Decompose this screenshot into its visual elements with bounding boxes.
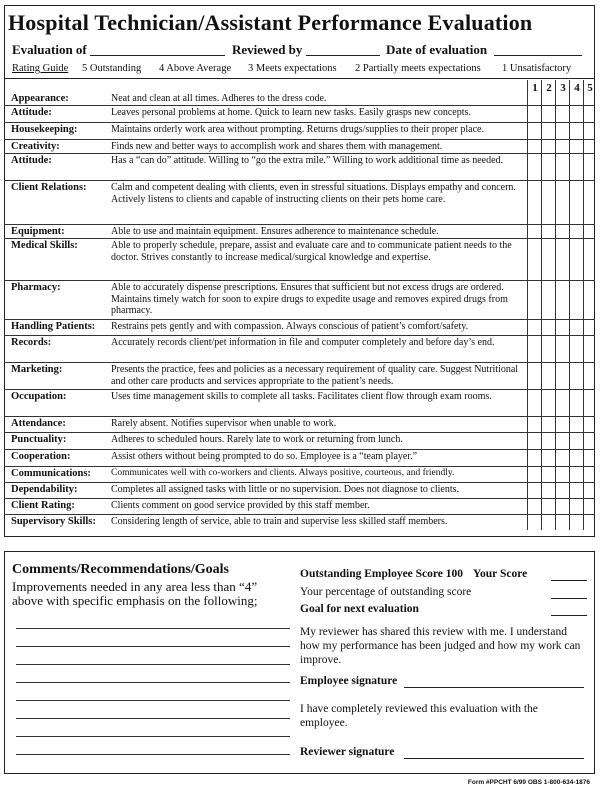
criteria-description: Neat and clean at all times. Adheres to the dress code. — [111, 93, 327, 104]
your-score-field[interactable] — [551, 580, 587, 581]
criteria-category: Appearance: — [11, 93, 69, 104]
criteria-row[interactable] — [4, 320, 595, 336]
criteria-description: Rarely absent. Notifies supervisor when unable to work. — [111, 418, 337, 429]
rating-guide-item: 5 Outstanding — [82, 63, 142, 74]
rating-column-header: 1 — [532, 82, 538, 94]
evaluation-of-field[interactable] — [90, 55, 225, 56]
comments-instructions: Improvements needed in any area less than “4” above with specific emphasis on the following; — [12, 579, 258, 608]
criteria-row[interactable] — [4, 225, 595, 239]
criteria-category: Supervisory Skills: — [11, 516, 96, 527]
criteria-category: Cooperation: — [11, 451, 71, 462]
criteria-category: Medical Skills: — [11, 240, 78, 251]
criteria-description: Leaves personal problems at home. Quick to learn new tasks. Easily grasps new concepts. — [111, 107, 471, 118]
criteria-description: Clients comment on good service provided by this staff member. — [111, 500, 370, 511]
comment-line[interactable] — [16, 700, 290, 701]
criteria-category: Attitude: — [11, 155, 52, 166]
criteria-row[interactable] — [4, 140, 595, 154]
comments-title: Comments/Recommendations/Goals — [12, 562, 229, 577]
criteria-row[interactable] — [4, 106, 595, 123]
criteria-category: Handling Patients: — [11, 321, 96, 332]
employee-signature-field[interactable] — [404, 687, 584, 688]
date-of-evaluation-label: Date of evaluation — [386, 42, 488, 57]
criteria-row[interactable] — [4, 483, 595, 499]
criteria-category: Occupation: — [11, 391, 67, 402]
criteria-description: Has a “can do” attitude. Willing to “go the extra mile.” Willing to work additional time as needed. — [111, 155, 504, 166]
rating-column-header: 3 — [560, 82, 566, 94]
rating-guide-item: 1 Unsatisfactory — [502, 63, 572, 74]
criteria-description: Able to accurately dispense prescriptions. Ensures that sufficient but not excess drugs are ordered. Maintains timely watch for soon to expire drugs to expedite usage and removes expired drugs from pharmacy. — [111, 282, 508, 316]
reviewed-by-field[interactable] — [306, 55, 380, 56]
criteria-row[interactable] — [4, 181, 595, 225]
criteria-row[interactable] — [4, 92, 595, 106]
criteria-category: Dependability: — [11, 484, 78, 495]
reviewer-signature-field[interactable] — [404, 758, 584, 759]
criteria-category: Pharmacy: — [11, 282, 61, 293]
criteria-category: Client Rating: — [11, 500, 75, 511]
employee-acknowledgement: My reviewer has shared this review with me. I understand how my performance has been judged and how my work can improve. — [300, 626, 581, 666]
rating-guide-item: 2 Partially meets expectations — [355, 63, 481, 74]
criteria-row[interactable] — [4, 499, 595, 515]
criteria-category: Attitude: — [11, 107, 52, 118]
rating-column-header: 5 — [587, 82, 593, 94]
comment-line[interactable] — [16, 646, 290, 647]
rating-guide-label: Rating Guide — [12, 63, 69, 74]
criteria-description: Completes all assigned tasks with little or no supervision. Does not diagnose to clients. — [111, 484, 460, 495]
comment-line[interactable] — [16, 664, 290, 665]
criteria-description: Calm and competent dealing with clients, even in stressful situations. Displays empathy and concern. Actively listens to clients and capable of instructing clients on their pets home care. — [111, 182, 516, 205]
rating-column-header: 4 — [574, 82, 580, 94]
criteria-category: Punctuality: — [11, 434, 67, 445]
criteria-category: Records: — [11, 337, 52, 348]
criteria-row[interactable] — [4, 239, 595, 281]
criteria-row[interactable] — [4, 336, 595, 363]
criteria-category: Equipment: — [11, 226, 65, 237]
goal-field[interactable] — [551, 615, 587, 616]
date-of-evaluation-field[interactable] — [494, 55, 582, 56]
comment-line[interactable] — [16, 736, 290, 737]
criteria-row[interactable] — [4, 154, 595, 181]
criteria-row[interactable] — [4, 390, 595, 417]
header-divider — [4, 78, 595, 79]
comment-line[interactable] — [16, 682, 290, 683]
criteria-description: Finds new and better ways to accomplish work and shares them with management. — [111, 141, 443, 152]
rating-column-header: 2 — [546, 82, 552, 94]
your-score-label: Your Score — [473, 568, 528, 580]
criteria-row[interactable] — [4, 281, 595, 320]
criteria-row[interactable] — [4, 433, 595, 450]
rating-guide-item: 3 Meets expectations — [248, 63, 337, 74]
criteria-description: Uses time management skills to complete all tasks. Facilitates client flow through exam rooms. — [111, 391, 492, 402]
evaluation-of-label: Evaluation of — [12, 42, 87, 57]
criteria-row[interactable] — [4, 123, 595, 140]
criteria-description: Adheres to scheduled hours. Rarely late to work or returning from lunch. — [111, 434, 403, 445]
criteria-description: Restrains pets gently and with compassion. Always conscious of patient’s comfort/safety. — [111, 321, 469, 332]
form-number: Form #PPCHT 6/99 OBS 1-800-634-1876 — [467, 779, 590, 786]
criteria-category: Communications: — [11, 468, 91, 479]
criteria-description: Able to use and maintain equipment. Ensures adherence to maintenance schedule. — [111, 226, 439, 237]
outstanding-score-label: Outstanding Employee Score 100 — [300, 568, 464, 580]
criteria-description: Presents the practice, fees and policies as a necessary requirement of quality care. Suggest Nutritional and other care products and services appropriate to the patient’s needs. — [111, 364, 519, 387]
employee-signature-label: Employee signature — [300, 675, 398, 687]
comment-line[interactable] — [16, 718, 290, 719]
reviewed-by-label: Reviewed by — [232, 42, 303, 57]
criteria-row[interactable] — [4, 515, 595, 530]
criteria-row[interactable] — [4, 467, 595, 483]
reviewer-signature-label: Reviewer signature — [300, 746, 395, 758]
criteria-description: Considering length of service, able to train and supervise less skilled staff members. — [111, 516, 448, 527]
comment-line[interactable] — [16, 754, 290, 755]
comment-line[interactable] — [16, 628, 290, 629]
form-title: Hospital Technician/Assistant Performance Evaluation — [8, 10, 533, 35]
criteria-row[interactable] — [4, 417, 595, 433]
criteria-category: Marketing: — [11, 364, 63, 375]
criteria-description: Assist others without being prompted to do so. Employee is a “team player.” — [111, 451, 418, 462]
criteria-description: Maintains orderly work area without prompting. Returns drugs/supplies to their proper place. — [111, 124, 484, 135]
criteria-row[interactable] — [4, 363, 595, 390]
criteria-description: Able to properly schedule, prepare, assist and evaluate care and to communicate patient needs to the doctor. Strives constantly to increase medical/surgical knowledge and expertise. — [111, 240, 512, 263]
criteria-row[interactable] — [4, 450, 595, 467]
rating-guide-item: 4 Above Average — [159, 63, 232, 74]
criteria-category: Client Relations: — [11, 182, 87, 193]
goal-label: Goal for next evaluation — [300, 603, 419, 615]
percentage-field[interactable] — [551, 598, 587, 599]
criteria-description: Accurately records client/pet information in file and computer completely and before day’s end. — [111, 337, 495, 348]
percentage-label: Your percentage of outstanding score — [300, 586, 472, 598]
criteria-category: Housekeeping: — [11, 124, 78, 135]
reviewer-acknowledgement: I have completely reviewed this evaluation with the employee. — [300, 703, 538, 729]
criteria-category: Attendance: — [11, 418, 66, 429]
criteria-category: Creativity: — [11, 141, 60, 152]
criteria-description: Communicates well with co-workers and clients. Always positive, courteous, and friendly. — [111, 468, 455, 478]
